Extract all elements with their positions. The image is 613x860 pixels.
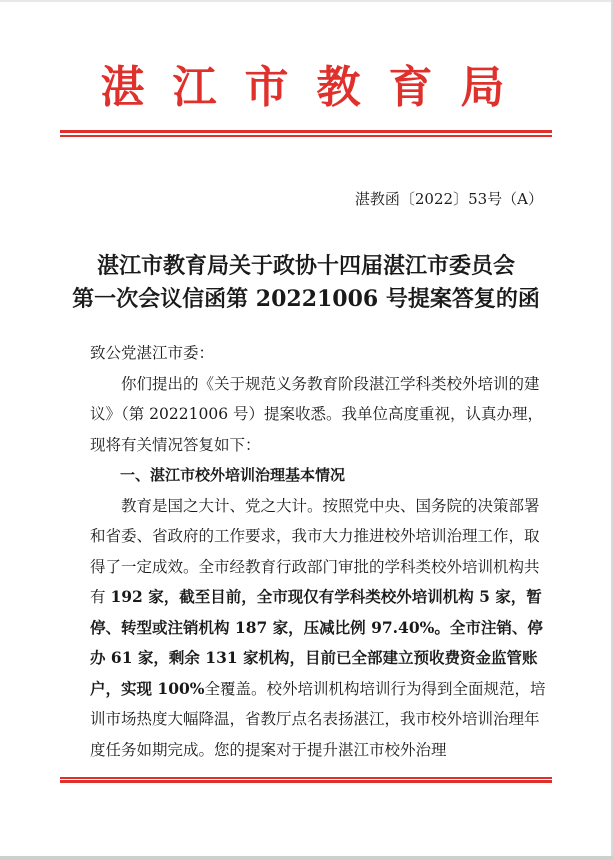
text-run: 全覆盖。校外培训机构培训行为得到全面规范，培训市场热度大幅降温，省教厅点名表扬湛江，我市校外培训治理年度任务如期完成。您的提案对于提升湛江市校外治理 [90,679,546,759]
intro-paragraph: 你们提出的《关于规范义务教育阶段湛江学科类校外培训的建议》（第 20221006 号）提案收悉。我单位高度重视，认真办理，现将有关情况答复如下： [90,374,543,454]
text-run: 家，截至目前，全市现仅有学科类校外培训机构 [142,587,480,606]
section-1-paragraph [90,491,548,766]
highlight-value: 131 [205,648,238,667]
document-heading [60,250,552,316]
heading-line-1: 湛江市教育局关于政协十四届湛江市委员会 [96,253,515,279]
highlight-value: 97.40% [371,617,435,637]
highlight-value: 187 [234,617,268,637]
highlight-value: 192 [110,587,143,606]
document-body [90,338,548,765]
highlight-value: 5 [479,587,490,606]
text-run: 家，剩余 [132,648,206,667]
page-top-edge [0,0,613,2]
section-1-title: 一、湛江市校外培训治理基本情况 [120,466,346,484]
heading-line-2: 第一次会议信函第 20221006 号提案答复的函 [72,286,540,312]
page-bottom-edge [0,856,613,860]
highlight-value: 100% [157,678,205,698]
text-run: 教育是国之大计、党之大计。按照党中央、国务院的决策部署和省委、省政府的工作要求，我市大力推进校外培训治理工作，取得了一定成效。全市经教育行政部门审批的学科类校外培训机构共有 [90,496,540,606]
document-number: 湛教函〔2022〕53号（A） [354,190,543,208]
text-run: 。全市注销、停办 [90,617,543,667]
letterhead-title: 湛江市教育局 [100,62,533,113]
text-run: 家，压减比例 [267,617,372,637]
footer-rule-thick [60,780,552,783]
letterhead-rule-thin [60,135,552,137]
salutation: 致公党湛江市委： [90,344,215,362]
letterhead-rule-thick [60,130,552,133]
text-run: 家机构，目前已全部建立预收费资金监管账户，实现 [90,648,538,698]
footer-rule-thin [60,777,552,779]
highlight-value: 61 [110,648,133,667]
text-run: 家，暂停、转型或注销机构 [90,587,542,637]
